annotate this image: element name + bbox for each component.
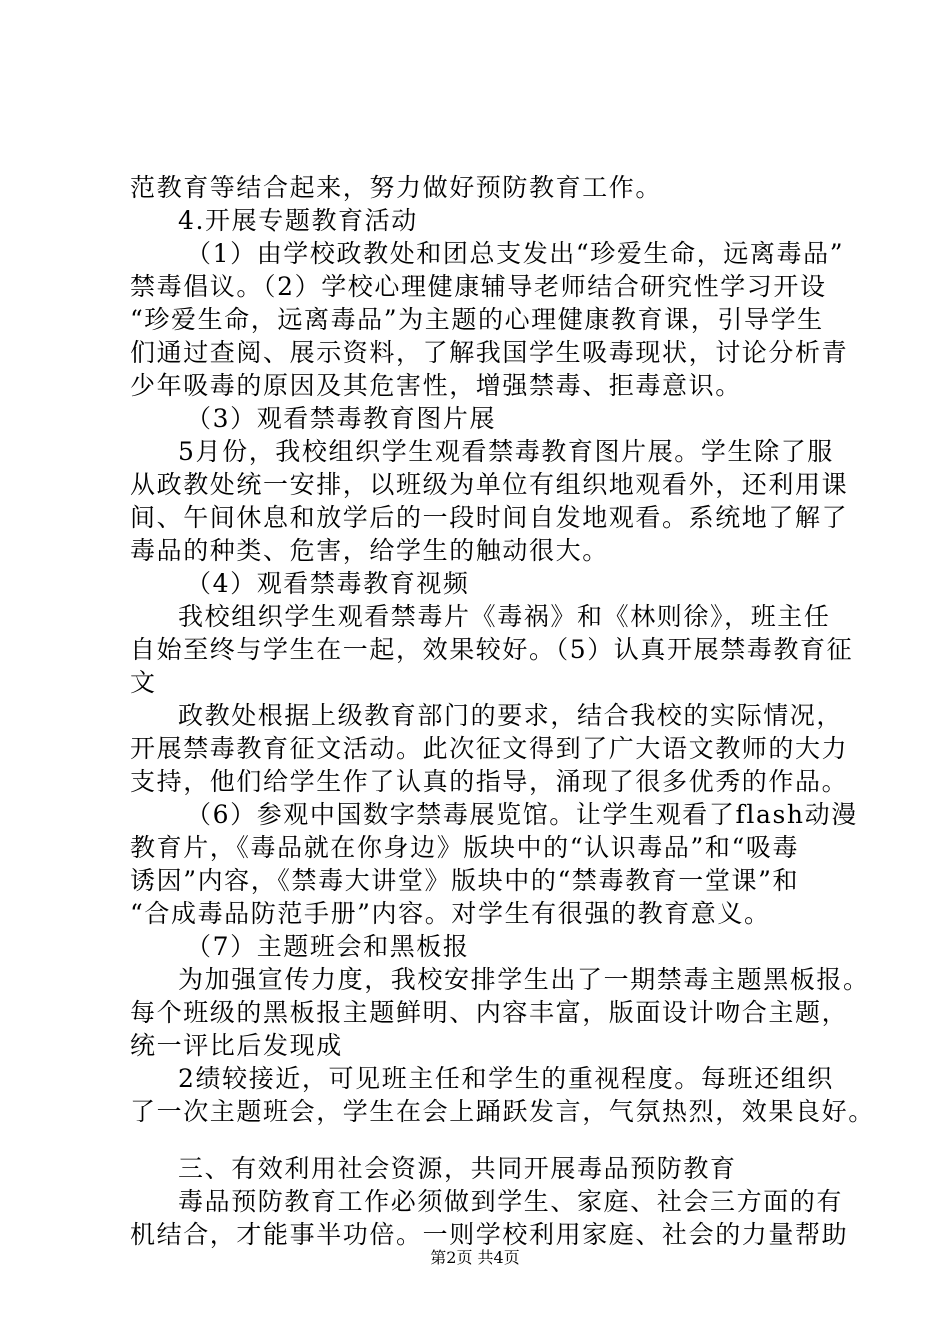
subsection-heading: （7）主题班会和黑板报: [186, 932, 470, 961]
text-line: 支持，他们给学生作了认真的指导，涌现了很多优秀的作品。: [130, 767, 849, 796]
section-heading: 4.开展专题教育活动: [178, 206, 418, 235]
text-line: 间、午间休息和放学后的一段时间自发地观看。系统地了解了: [130, 503, 849, 532]
text-line: 禁毒倡议。（2）学校心理健康辅导老师结合研究性学习开设: [130, 272, 827, 301]
text-line: （1）由学校政教处和团总支发出“珍爱生命，远离毒品”: [186, 239, 845, 268]
subsection-heading: （3）观看禁毒教育图片展: [186, 404, 497, 433]
text-line: 政教处根据上级教育部门的要求，结合我校的实际情况，: [178, 701, 844, 730]
text-line: 我校组织学生观看禁毒片《毒祸》和《林则徐》，班主任: [178, 602, 831, 631]
text-line: 们通过查阅、展示资料，了解我国学生吸毒现状，讨论分析青: [130, 338, 849, 367]
text-line: 机结合，才能事半功倍。一则学校利用家庭、社会的力量帮助: [130, 1220, 849, 1249]
text-line: 5月份，我校组织学生观看禁毒教育图片展。学生除了服: [178, 437, 834, 466]
text-line: 自始至终与学生在一起，效果较好。（5）认真开展禁毒教育征: [130, 635, 854, 664]
text-line: 教育片，《毒品就在你身边》版块中的“认识毒品”和“吸毒: [130, 833, 800, 862]
text-line: 毒品预防教育工作必须做到学生、家庭、社会三方面的有: [178, 1187, 844, 1216]
text-line: 从政教处统一安排，以班级为单位有组织地观看外，还利用课: [130, 470, 849, 499]
text-line: 范教育等结合起来，努力做好预防教育工作。: [130, 173, 663, 202]
subsection-heading: （4）观看禁毒教育视频: [186, 569, 470, 598]
text-line: 诱因”内容，《禁毒大讲堂》版块中的“禁毒教育一堂课”和: [130, 866, 800, 895]
text-line: “珍爱生命，远离毒品”为主题的心理健康教育课，引导学生: [130, 305, 824, 334]
text-line: 少年吸毒的原因及其危害性，增强禁毒、拒毒意识。: [130, 371, 742, 400]
text-line: 了一次主题班会，学生在会上踊跃发言，气氛热烈，效果良好。: [130, 1097, 875, 1126]
text-line: 为加强宣传力度，我校安排学生出了一期禁毒主题黑板报。: [178, 965, 870, 994]
text-line: 2绩较接近，可见班主任和学生的重视程度。每班还组织: [178, 1064, 834, 1093]
text-line: 毒品的种类、危害，给学生的触动很大。: [130, 536, 609, 565]
section-heading: 三、有效利用社会资源，共同开展毒品预防教育: [178, 1154, 737, 1183]
page-footer: 第2页 共4页: [430, 1248, 520, 1267]
text-line: 统一评比后发现成: [130, 1031, 343, 1060]
text-line: 开展禁毒教育征文活动。此次征文得到了广大语文教师的大力: [130, 734, 849, 763]
text-line: 每个班级的黑板报主题鲜明、内容丰富，版面设计吻合主题，: [130, 998, 849, 1027]
text-line: 文: [130, 668, 157, 697]
text-line: “合成毒品防范手册”内容。对学生有很强的教育意义。: [130, 899, 771, 928]
text-line: （6）参观中国数字禁毒展览馆。让学生观看了flash动漫: [186, 800, 858, 829]
